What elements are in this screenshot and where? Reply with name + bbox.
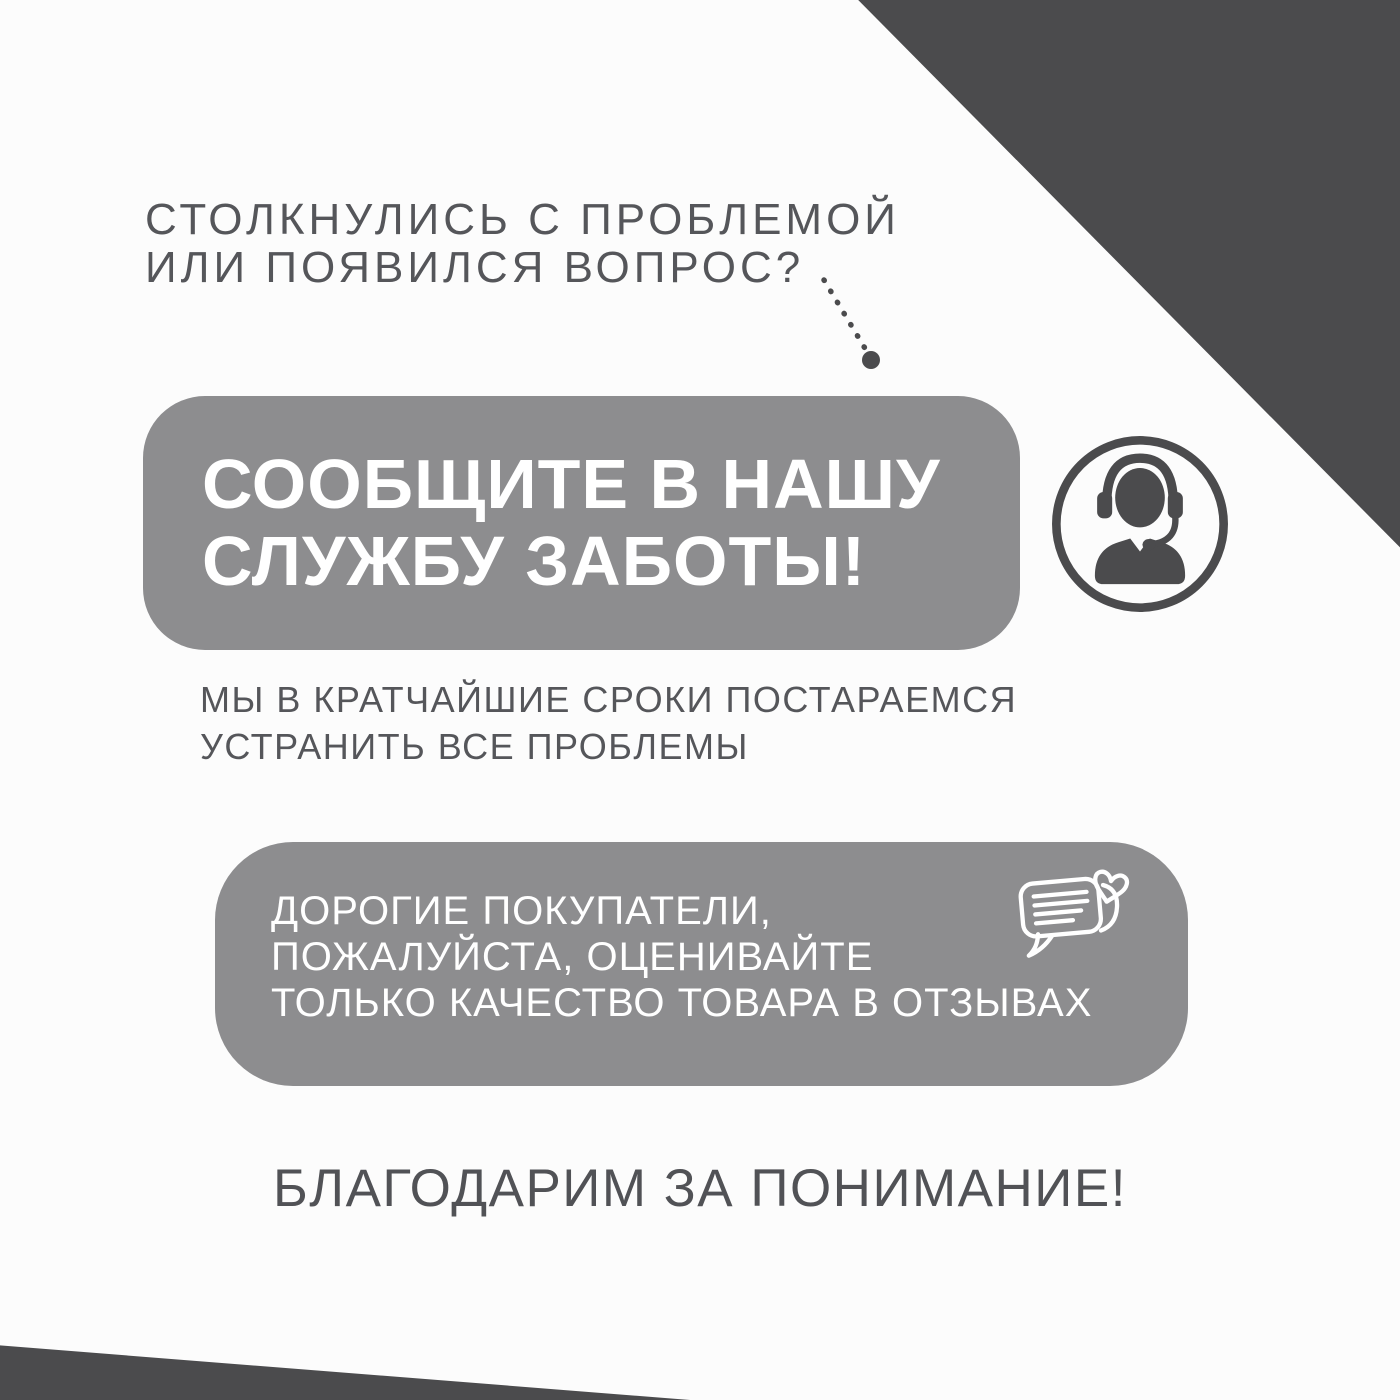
- headline-line1: СТОЛКНУЛИСЬ С ПРОБЛЕМОЙ: [145, 195, 900, 244]
- support-note: [200, 676, 1017, 770]
- support-note-line1: МЫ В КРАТЧАЙШИЕ СРОКИ ПОСТАРАЕМСЯ: [200, 679, 1018, 720]
- care-service-bubble: [143, 396, 1020, 650]
- headline: [145, 196, 900, 292]
- chat-heart-icon: [1008, 860, 1136, 964]
- dotted-connector-icon: [808, 266, 892, 376]
- review-bubble-line1: ДОРОГИЕ ПОКУПАТЕЛИ,: [271, 889, 772, 933]
- review-bubble-line3: ТОЛЬКО КАЧЕСТВО ТОВАРА В ОТЗЫВАХ: [271, 981, 1093, 1025]
- review-bubble-line2: ПОЖАЛУЙСТА, ОЦЕНИВАЙТЕ: [271, 935, 874, 979]
- support-note-line2: УСТРАНИТЬ ВСЕ ПРОБЛЕМЫ: [200, 726, 749, 767]
- headline-line2: ИЛИ ПОЯВИЛСЯ ВОПРОС?: [145, 243, 805, 292]
- footer-thanks: БЛАГОДАРИМ ЗА ПОНИМАНИЕ!: [273, 1159, 1127, 1218]
- care-bubble-line2: СЛУЖБУ ЗАБОТЫ!: [202, 522, 867, 600]
- care-bubble-line1: СООБЩИТЕ В НАШУ: [202, 445, 941, 523]
- support-agent-headset-icon: [1046, 430, 1234, 618]
